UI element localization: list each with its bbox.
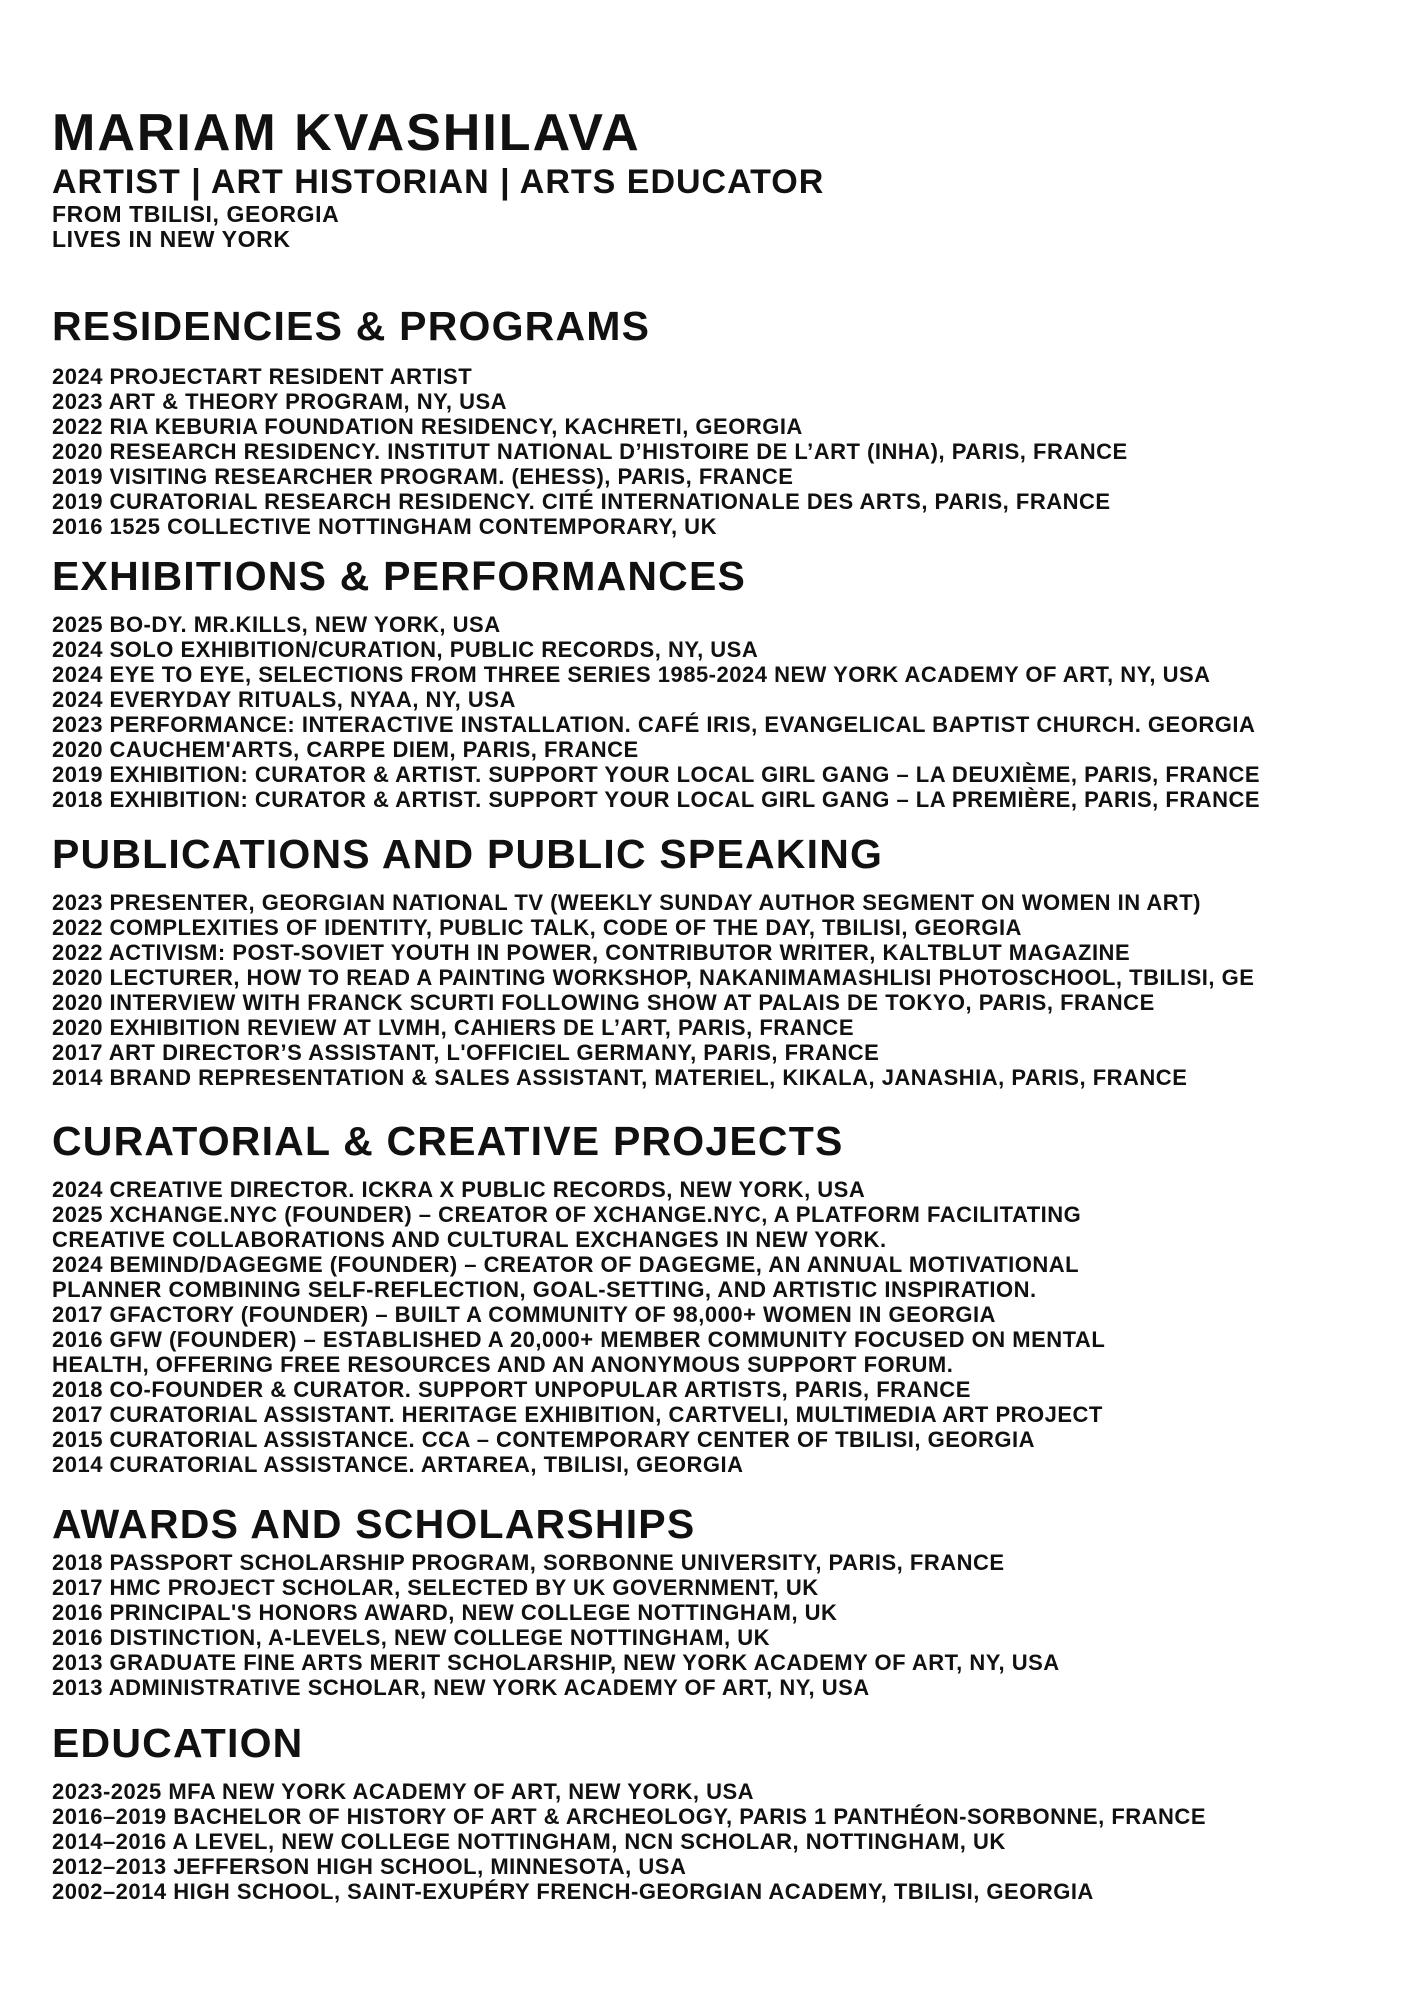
list-item: 2019 CURATORIAL RESEARCH RESIDENCY. CITÉ INTERNATIONALE DES ARTS, PARIS, FRANCE (52, 489, 1111, 514)
list-item: 2014–2016 A LEVEL, NEW COLLEGE NOTTINGHAM, NCN SCHOLAR, NOTTINGHAM, UK (52, 1829, 1006, 1854)
list-item: PLANNER COMBINING SELF-REFLECTION, GOAL-SETTING, AND ARTISTIC INSPIRATION. (52, 1277, 1037, 1302)
list-item: 2023 PRESENTER, GEORGIAN NATIONAL TV (WEEKLY SUNDAY AUTHOR SEGMENT ON WOMEN IN ART) (52, 890, 1201, 915)
list-item: 2024 EYE TO EYE, SELECTIONS FROM THREE SERIES 1985-2024 NEW YORK ACADEMY OF ART, NY, USA (52, 662, 1211, 687)
list-item: 2013 GRADUATE FINE ARTS MERIT SCHOLARSHIP, NEW YORK ACADEMY OF ART, NY, USA (52, 1650, 1060, 1675)
list-item: 2019 VISITING RESEARCHER PROGRAM. (EHESS), PARIS, FRANCE (52, 464, 794, 489)
list-item: 2016 DISTINCTION, A-LEVELS, NEW COLLEGE NOTTINGHAM, UK (52, 1625, 771, 1650)
section-education (52, 1719, 1402, 1904)
list-item: 2018 CO-FOUNDER & CURATOR. SUPPORT UNPOPULAR ARTISTS, PARIS, FRANCE (52, 1377, 971, 1402)
list-item: 2014 BRAND REPRESENTATION & SALES ASSISTANT, MATERIEL, KIKALA, JANASHIA, PARIS, FRANCE (52, 1065, 1188, 1090)
list-item: 2023 PERFORMANCE: INTERACTIVE INSTALLATION. CAFÉ IRIS, EVANGELICAL BAPTIST CHURCH. GEORGIA (52, 712, 1256, 737)
list-item: 2020 CAUCHEM'ARTS, CARPE DIEM, PARIS, FRANCE (52, 737, 639, 762)
list-item: 2024 BEMIND/DAGEGME (FOUNDER) – CREATOR OF DAGEGME, AN ANNUAL MOTIVATIONAL (52, 1252, 1080, 1277)
list-item: 2016 1525 COLLECTIVE NOTTINGHAM CONTEMPORARY, UK (52, 514, 717, 539)
section-title-publications: PUBLICATIONS AND PUBLIC SPEAKING (52, 831, 884, 877)
publications-list (52, 890, 1402, 1090)
list-item: 2019 EXHIBITION: CURATOR & ARTIST. SUPPORT YOUR LOCAL GIRL GANG – LA DEUXIÈME, PARIS, FRANCE (52, 762, 1261, 787)
list-item: 2014 CURATORIAL ASSISTANCE. ARTAREA, TBILISI, GEORGIA (52, 1452, 744, 1477)
curatorial-list (52, 1177, 1402, 1477)
list-item: 2015 CURATORIAL ASSISTANCE. CCA – CONTEMPORARY CENTER OF TBILISI, GEORGIA (52, 1427, 1036, 1452)
list-item: 2013 ADMINISTRATIVE SCHOLAR, NEW YORK ACADEMY OF ART, NY, USA (52, 1675, 870, 1700)
list-item: 2017 HMC PROJECT SCHOLAR, SELECTED BY UK GOVERNMENT, UK (52, 1575, 819, 1600)
residence-line: LIVES IN NEW YORK (52, 226, 291, 252)
section-title-exhibitions: EXHIBITIONS & PERFORMANCES (52, 553, 747, 599)
list-item: 2024 SOLO EXHIBITION/CURATION, PUBLIC RECORDS, NY, USA (52, 637, 759, 662)
list-item: 2022 RIA KEBURIA FOUNDATION RESIDENCY, KACHRETI, GEORGIA (52, 414, 803, 439)
artist-name: MARIAM KVASHILAVA (52, 104, 641, 162)
education-list (52, 1779, 1402, 1904)
list-item: 2016–2019 BACHELOR OF HISTORY OF ART & ARCHEOLOGY, PARIS 1 PANTHÉON-SORBONNE, FRANCE (52, 1804, 1206, 1829)
list-item: 2022 ACTIVISM: POST-SOVIET YOUTH IN POWER, CONTRIBUTOR WRITER, KALTBLUT MAGAZINE (52, 940, 1131, 965)
list-item: 2023-2025 MFA NEW YORK ACADEMY OF ART, NEW YORK, USA (52, 1779, 755, 1804)
section-title-education: EDUCATION (52, 1720, 304, 1766)
section-publications (52, 830, 1402, 1090)
artist-roles: ARTIST | ART HISTORIAN | ARTS EDUCATOR (52, 163, 825, 201)
list-item: 2020 EXHIBITION REVIEW AT LVMH, CAHIERS DE L’ART, PARIS, FRANCE (52, 1015, 854, 1040)
awards-list (52, 1550, 1402, 1700)
list-item: 2020 RESEARCH RESIDENCY. INSTITUT NATIONAL D’HISTOIRE DE L’ART (INHA), PARIS, FRANCE (52, 439, 1128, 464)
list-item: HEALTH, OFFERING FREE RESOURCES AND AN ANONYMOUS SUPPORT FORUM. (52, 1352, 954, 1377)
list-item: 2023 ART & THEORY PROGRAM, NY, USA (52, 389, 508, 414)
list-item: 2024 PROJECTART RESIDENT ARTIST (52, 364, 473, 389)
list-item: 2017 ART DIRECTOR’S ASSISTANT, L'OFFICIEL GERMANY, PARIS, FRANCE (52, 1040, 880, 1065)
list-item: 2024 CREATIVE DIRECTOR. ICKRA X PUBLIC RECORDS, NEW YORK, USA (52, 1177, 866, 1202)
list-item: 2017 GFACTORY (FOUNDER) – BUILT A COMMUNITY OF 98,000+ WOMEN IN GEORGIA (52, 1302, 996, 1327)
section-title-awards: AWARDS AND SCHOLARSHIPS (52, 1501, 696, 1547)
section-title-residencies: RESIDENCIES & PROGRAMS (52, 303, 651, 349)
list-item: 2018 PASSPORT SCHOLARSHIP PROGRAM, SORBONNE UNIVERSITY, PARIS, FRANCE (52, 1550, 1005, 1575)
list-item: 2022 COMPLEXITIES OF IDENTITY, PUBLIC TALK, CODE OF THE DAY, TBILISI, GEORGIA (52, 915, 1022, 940)
list-item: 2025 XCHANGE.NYC (FOUNDER) – CREATOR OF XCHANGE.NYC, A PLATFORM FACILITATING (52, 1202, 1082, 1227)
list-item: 2020 INTERVIEW WITH FRANCK SCURTI FOLLOWING SHOW AT PALAIS DE TOKYO, PARIS, FRANCE (52, 990, 1155, 1015)
origin-line: FROM TBILISI, GEORGIA (52, 201, 340, 227)
cv-header (52, 104, 824, 252)
list-item: 2016 PRINCIPAL'S HONORS AWARD, NEW COLLEGE NOTTINGHAM, UK (52, 1600, 838, 1625)
exhibitions-list (52, 612, 1402, 812)
list-item: 2024 EVERYDAY RITUALS, NYAA, NY, USA (52, 687, 516, 712)
section-awards (52, 1500, 1402, 1700)
list-item: 2016 GFW (FOUNDER) – ESTABLISHED A 20,000+ MEMBER COMMUNITY FOCUSED ON MENTAL (52, 1327, 1106, 1352)
residencies-list (52, 364, 1402, 539)
section-title-curatorial: CURATORIAL & CREATIVE PROJECTS (52, 1118, 844, 1164)
list-item: 2017 CURATORIAL ASSISTANT. HERITAGE EXHIBITION, CARTVELI, MULTIMEDIA ART PROJECT (52, 1402, 1103, 1427)
list-item: CREATIVE COLLABORATIONS AND CULTURAL EXCHANGES IN NEW YORK. (52, 1227, 887, 1252)
list-item: 2018 EXHIBITION: CURATOR & ARTIST. SUPPORT YOUR LOCAL GIRL GANG – LA PREMIÈRE, PARIS, FRANCE (52, 787, 1261, 812)
list-item: 2002–2014 HIGH SCHOOL, SAINT-EXUPÉRY FRENCH-GEORGIAN ACADEMY, TBILISI, GEORGIA (52, 1879, 1094, 1904)
list-item: 2020 LECTURER, HOW TO READ A PAINTING WORKSHOP, NAKANIMAMASHLISI PHOTOSCHOOL, TBILISI, GE (52, 965, 1255, 990)
list-item: 2025 BO-DY. MR.KILLS, NEW YORK, USA (52, 612, 501, 637)
section-exhibitions (52, 552, 1402, 812)
list-item: 2012–2013 JEFFERSON HIGH SCHOOL, MINNESOTA, USA (52, 1854, 687, 1879)
section-curatorial (52, 1117, 1402, 1477)
section-residencies (52, 302, 1402, 539)
